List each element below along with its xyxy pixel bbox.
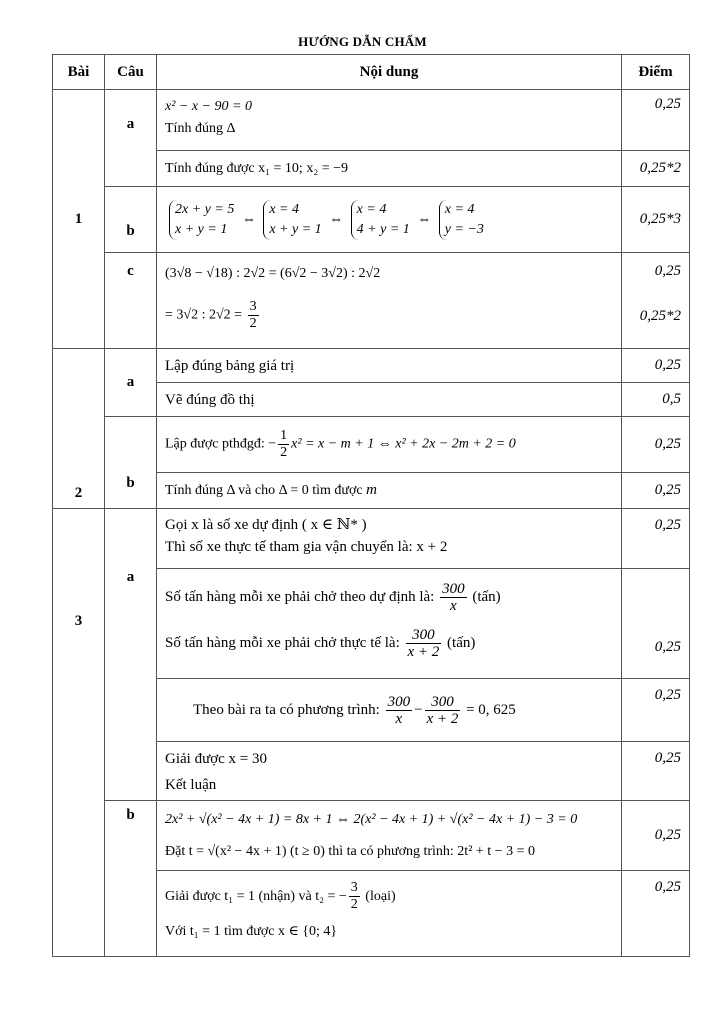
- cau-cell: [105, 187, 157, 253]
- score-cell: [622, 871, 690, 957]
- text-part: Số tấn hàng mỗi xe phải chở theo dự định là:: [165, 589, 435, 605]
- table-row: [53, 417, 690, 473]
- score: 0,25: [654, 482, 681, 498]
- cau-label: c: [127, 263, 134, 279]
- system-2: [263, 200, 321, 240]
- score-cell: [622, 187, 690, 253]
- table-row: [53, 187, 690, 253]
- table-row: [53, 801, 690, 871]
- score-cell: [622, 349, 690, 383]
- score-cell: [622, 569, 690, 679]
- grading-table: [52, 54, 690, 957]
- text-line: Lập đúng bảng giá trị: [165, 357, 295, 374]
- page-title: HƯỚNG DẪN CHẤM: [298, 34, 427, 49]
- score: 0,25: [654, 96, 681, 112]
- score: 0,25: [654, 517, 681, 533]
- iff-symbol: ⇔: [241, 211, 256, 227]
- table-row: [53, 349, 690, 383]
- system-1: [169, 200, 234, 240]
- numerator: 300: [406, 627, 442, 644]
- text-line: Vẽ đúng đồ thị: [165, 391, 255, 408]
- system-4: [439, 200, 484, 240]
- sys-line: x + y = 1: [175, 221, 228, 237]
- eq-part: (loại): [365, 889, 396, 904]
- score: 0,25*2: [639, 160, 681, 176]
- fraction: [349, 880, 360, 913]
- content-cell: [157, 473, 622, 509]
- cau-label: b: [126, 807, 135, 823]
- table-row: [53, 253, 690, 349]
- content-cell: [157, 871, 622, 957]
- text-part: Tính đúng Δ và cho Δ = 0 tìm được: [165, 483, 363, 498]
- minus-symbol: −: [414, 702, 423, 718]
- sys-line: y = −3: [444, 221, 484, 237]
- score-cell: [622, 473, 690, 509]
- numerator: 300: [425, 694, 461, 711]
- header-diem: Điểm: [622, 55, 690, 90]
- score-cell: [622, 417, 690, 473]
- cau-cell: [105, 349, 157, 417]
- table-row: [53, 509, 690, 569]
- text-line: Gọi x là số xe dự định ( x ∈ ℕ* ): [165, 517, 367, 533]
- fraction: [440, 581, 467, 614]
- score: 0,25: [654, 357, 681, 373]
- cau-label: b: [126, 223, 135, 239]
- cau-label: a: [126, 374, 135, 390]
- cau-label: a: [126, 115, 135, 132]
- content-cell: [157, 569, 622, 679]
- sys-line: 2x + y = 5: [175, 201, 235, 217]
- numerator: 300: [442, 581, 465, 598]
- text-line: Tính đúng được x₁ = 10; x₂ = −9: [165, 160, 348, 176]
- fraction: [248, 299, 259, 332]
- text-part: Số tấn hàng mỗi xe phải chở thực tế là:: [165, 635, 400, 651]
- text-line: Kết luận: [165, 777, 217, 793]
- text-part: (tấn): [447, 635, 476, 651]
- bai-number: 1: [74, 210, 83, 227]
- cau-label: b: [126, 475, 135, 491]
- denominator: 2: [280, 445, 288, 460]
- sys-line: x + y = 1: [269, 221, 322, 237]
- header-bai: Bài: [53, 55, 105, 90]
- score-cell: [622, 742, 690, 801]
- sys-line: x = 4: [269, 201, 299, 217]
- eq-part: x² = x − m + 1 ⇔ x² + 2x − 2m + 2 = 0: [291, 436, 516, 452]
- equation: 2x² + √(x² − 4x + 1) = 8x + 1 ⇔ 2(x² − 4x + 1) + √(x² − 4x + 1) − 3 = 0: [165, 812, 578, 827]
- score: 0,25: [654, 879, 681, 895]
- cau-label: a: [126, 569, 135, 585]
- equation: Với t₁ = 1 tìm được x ∈ {0; 4}: [165, 924, 338, 939]
- header-cau: Câu: [105, 55, 157, 90]
- text-line: [165, 577, 613, 617]
- bai-2-cell: [53, 349, 105, 509]
- content-cell: [157, 742, 622, 801]
- header-noidung: Nội dung: [157, 55, 622, 90]
- numerator: 3: [350, 880, 358, 896]
- text-line: Tính đúng Δ: [165, 121, 236, 136]
- text-part: Theo bài ra ta có phương trình:: [193, 702, 380, 718]
- bai-3-cell: [53, 509, 105, 957]
- eq-part: = 3√2 : 2√2 =: [165, 307, 243, 323]
- score-cell: [622, 509, 690, 569]
- eq-part: Lập được pthđgđ: −: [165, 436, 277, 452]
- content-cell: [157, 90, 622, 151]
- cau-cell: [105, 417, 157, 509]
- denominator: 2: [249, 316, 257, 331]
- score: 0,25: [654, 827, 681, 843]
- fraction: [278, 428, 289, 461]
- equation: [165, 428, 613, 461]
- denominator: x: [395, 711, 403, 728]
- fraction: [406, 627, 442, 660]
- score: 0,5: [662, 391, 681, 407]
- equation: [165, 299, 613, 332]
- denominator: x + 2: [426, 711, 459, 728]
- content-cell: [157, 383, 622, 417]
- content-cell: [157, 187, 622, 253]
- score-cell: [622, 801, 690, 871]
- sys-line: x = 4: [444, 201, 475, 217]
- equation: Đặt t = √(x² − 4x + 1) (t ≥ 0) thì ta có phương trình: 2t² + t − 3 = 0: [165, 844, 535, 859]
- score-cell: [622, 90, 690, 151]
- sys-line: x = 4: [356, 201, 387, 217]
- score: 0,25: [654, 750, 681, 766]
- score: 0,25: [654, 639, 681, 655]
- cau-cell: [105, 253, 157, 349]
- denominator: x + 2: [407, 644, 440, 661]
- content-cell: [157, 417, 622, 473]
- score-cell: [622, 679, 690, 742]
- iff-symbol: ⇔: [417, 211, 432, 227]
- content-cell: [157, 151, 622, 187]
- text-line: [165, 479, 613, 502]
- denominator: x: [450, 598, 457, 615]
- score-cell: [622, 383, 690, 417]
- score: 0,25: [654, 263, 681, 279]
- score: 0,25: [654, 687, 681, 703]
- denominator: 2: [350, 897, 358, 913]
- content-cell: [157, 679, 622, 742]
- text-line: [165, 623, 613, 663]
- equation: [193, 690, 613, 730]
- numerator: 300: [387, 694, 411, 711]
- table-row: [53, 90, 690, 151]
- content-cell: [157, 253, 622, 349]
- text-line: Giải được x = 30: [165, 751, 268, 767]
- eq-part: Giải được t₁ = 1 (nhận) và t₂ = −: [165, 889, 347, 904]
- header-row: [53, 55, 690, 90]
- variable: m: [366, 482, 377, 498]
- score: 0,25*2: [639, 308, 681, 324]
- content-cell: [157, 801, 622, 871]
- content-cell: [157, 349, 622, 383]
- iff-symbol: ⇔: [329, 211, 344, 227]
- numerator: 1: [280, 428, 288, 443]
- content-cell: [157, 509, 622, 569]
- numerator: 3: [249, 299, 257, 314]
- cau-cell: [105, 509, 157, 801]
- score: 0,25*3: [639, 211, 681, 227]
- text-line: Thì số xe thực tế tham gia vận chuyển là: x + 2: [165, 539, 448, 555]
- score: 0,25: [654, 436, 681, 452]
- equation: (3√8 − √18) : 2√2 = (6√2 − 3√2) : 2√2: [165, 266, 381, 281]
- fraction: [386, 694, 413, 727]
- fraction: [425, 694, 461, 727]
- equation: x² − x − 90 = 0: [165, 99, 252, 114]
- equation: [165, 877, 613, 917]
- system-3: [351, 200, 410, 240]
- sys-line: 4 + y = 1: [356, 221, 410, 237]
- score-cell: [622, 253, 690, 349]
- bai-number: 2: [74, 485, 83, 501]
- cau-cell: [105, 801, 157, 957]
- bai-1-cell: [53, 90, 105, 349]
- cau-cell: [105, 90, 157, 187]
- score-cell: [622, 151, 690, 187]
- text-part: (tấn): [472, 589, 501, 605]
- eq-part: = 0, 625: [466, 702, 516, 718]
- bai-number: 3: [74, 613, 83, 629]
